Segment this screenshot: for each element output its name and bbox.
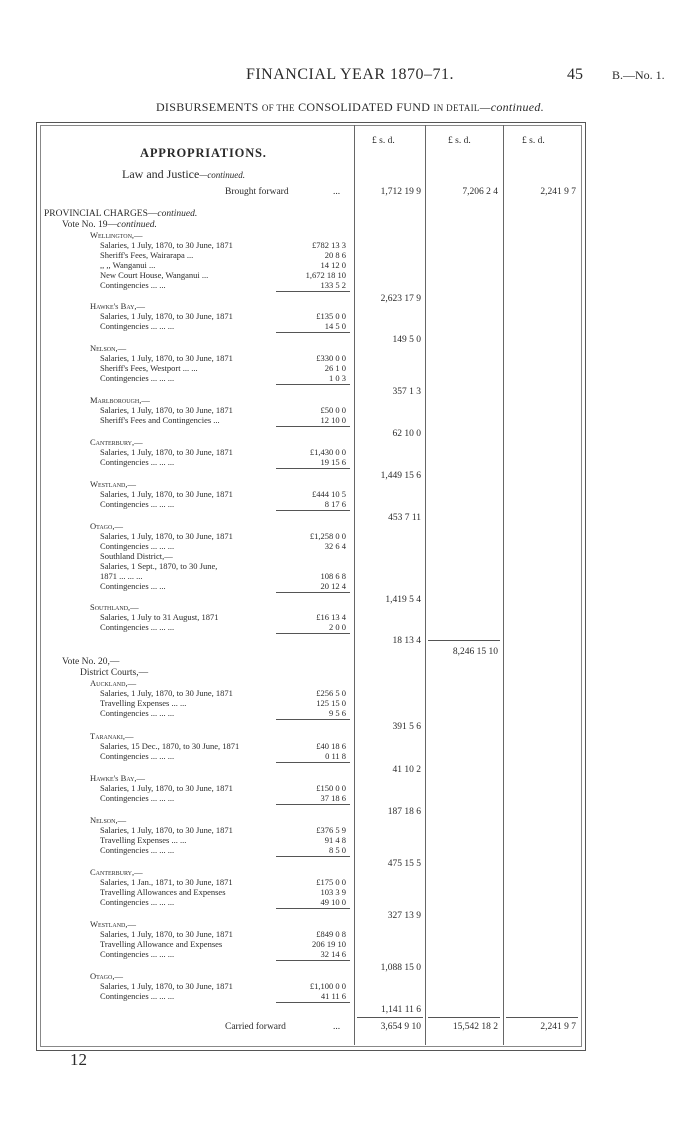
line-item-amount: £849 0 8 [316, 929, 346, 939]
subtotal-rule [276, 332, 350, 333]
line-item-label: Travelling Allowances and Expenses [100, 887, 226, 897]
leader-dots: ... [333, 187, 341, 197]
column-divider [425, 125, 426, 1045]
block-total: 41 10 2 [392, 765, 421, 775]
line-item-amount: 26 1 0 [324, 363, 346, 373]
line-item-label: Sheriff's Fees and Contingencies ... [100, 415, 220, 425]
block-title: Otago,— [90, 521, 123, 531]
line-item-label: Southland District,— [100, 551, 173, 561]
subtotal-rule [276, 719, 350, 720]
page-title: FINANCIAL YEAR 1870–71. [245, 66, 455, 83]
brought-forward-col2: 7,206 2 4 [462, 187, 498, 197]
line-item-amount: 2 0 0 [329, 622, 346, 632]
line-item-label: Contingencies ... ... ... [100, 897, 175, 907]
block-title: Hawke's Bay,— [90, 301, 146, 311]
subtotal-rule [276, 384, 350, 385]
block-total: 453 7 11 [388, 513, 421, 523]
block-title: Taranaki,— [90, 731, 134, 741]
section-name: Law and Justice [122, 167, 200, 181]
line-item-label: Contingencies ... ... ... [100, 622, 175, 632]
line-item-amount: 37 18 6 [320, 793, 346, 803]
block-title: Canterbury,— [90, 867, 143, 877]
subtotal-rule [276, 468, 350, 469]
line-item-amount: £376 5 9 [316, 825, 346, 835]
line-item-amount: £16 13 4 [316, 612, 346, 622]
line-item-amount: 125 15 0 [316, 698, 346, 708]
subtotal-rule [276, 291, 350, 292]
line-item-label: Contingencies ... ... ... [100, 499, 175, 509]
block-total: 391 5 6 [392, 722, 421, 732]
line-item-amount: £135 0 0 [316, 311, 346, 321]
block-title: Marlborough,— [90, 395, 150, 405]
subtitle-part: —continued. [479, 100, 545, 114]
block-title: Westland,— [90, 479, 136, 489]
total-rule [506, 1017, 578, 1018]
line-item-amount: 49 10 0 [320, 897, 346, 907]
line-item-label: Salaries, 1 July, 1870, to 30 June, 1871 [100, 929, 233, 939]
line-item-label: Contingencies ... ... [100, 581, 166, 591]
line-item-amount: £1,430 0 0 [309, 447, 346, 457]
block-title: Hawke's Bay,— [90, 773, 146, 783]
line-item-amount: 91 4 8 [324, 835, 346, 845]
subtotal-rule [276, 592, 350, 593]
line-item-label: Salaries, 1 July, 1870, to 30 June, 1871 [100, 240, 233, 250]
total-rule [428, 640, 500, 641]
line-item-label: Salaries, 1 July, 1870, to 30 June, 1871 [100, 531, 233, 541]
block-title: Nelson,— [90, 815, 127, 825]
line-item-label: Salaries, 1 July to 31 August, 1871 [100, 612, 219, 622]
line-item-amount: 133 5 2 [320, 280, 346, 290]
line-item-amount: 1,672 18 10 [305, 270, 346, 280]
line-item-amount: £50 0 0 [320, 405, 346, 415]
vote-19-total: 8,246 15 10 [452, 647, 498, 657]
line-item-amount: 20 12 4 [320, 581, 346, 591]
block-total: 357 1 3 [392, 387, 421, 397]
leader-dots: ... [333, 1022, 341, 1032]
subtotal-rule [276, 426, 350, 427]
line-item-label: Salaries, 1 July, 1870, to 30 June, 1871 [100, 489, 233, 499]
line-item-label: 1871 ... ... ... [100, 571, 143, 581]
subtotal-rule [276, 1002, 350, 1003]
column-header: £ s. d. [522, 136, 545, 146]
page-number: 45 [567, 66, 583, 83]
line-item-label: Contingencies ... ... ... [100, 708, 175, 718]
block-title: Westland,— [90, 919, 136, 929]
block-total: 1,419 5 4 [385, 595, 421, 605]
line-item-label: Sheriff's Fees, Wairarapa ... [100, 250, 194, 260]
line-item-label: Contingencies ... ... ... [100, 751, 175, 761]
line-item-label: Salaries, 1 Sept., 1870, to 30 June, [100, 561, 218, 571]
block-total: 475 15 5 [387, 859, 421, 869]
line-item-label: Contingencies ... ... [100, 280, 166, 290]
line-item-amount: £1,258 0 0 [309, 531, 346, 541]
column-header: £ s. d. [372, 136, 395, 146]
provincial-charges-heading [44, 209, 197, 219]
line-item-amount: 14 12 0 [320, 260, 346, 270]
line-item-amount: £782 13 3 [312, 240, 346, 250]
line-item-amount: 12 10 0 [320, 415, 346, 425]
line-item-amount: 14 5 0 [324, 321, 346, 331]
section-continued: —continued. [199, 170, 246, 180]
line-item-amount: 108 6 8 [320, 571, 346, 581]
provincial-continued: continued. [157, 209, 198, 219]
line-item-label: Salaries, 1 July, 1870, to 30 June, 1871 [100, 405, 233, 415]
block-title: Southland,— [90, 602, 139, 612]
subtotal-rule [276, 804, 350, 805]
section-heading [122, 167, 245, 182]
line-item-label: Contingencies ... ... ... [100, 949, 175, 959]
carried-forward-col3: 2,241 9 7 [540, 1022, 576, 1032]
block-title: Nelson,— [90, 343, 127, 353]
subtotal-rule [276, 762, 350, 763]
line-item-amount: £175 0 0 [316, 877, 346, 887]
district-courts-heading: District Courts,— [80, 668, 149, 678]
line-item-label: Travelling Allowance and Expenses [100, 939, 223, 949]
vote-20-heading: Vote No. 20,— [62, 657, 120, 667]
subtotal-rule [276, 510, 350, 511]
line-item-label: Contingencies ... ... ... [100, 541, 175, 551]
block-title: Wellington,— [90, 230, 143, 240]
block-total: 62 10 0 [392, 429, 421, 439]
line-item-label: Salaries, 1 July, 1870, to 30 June, 1871 [100, 447, 233, 457]
line-item-label: Salaries, 15 Dec., 1870, to 30 June, 1871 [100, 741, 240, 751]
block-total: 1,088 15 0 [380, 963, 421, 973]
block-total: 327 13 9 [387, 911, 421, 921]
block-total: 1,141 11 6 [380, 1005, 421, 1015]
line-item-label: Travelling Expenses ... ... [100, 835, 187, 845]
line-item-amount: £330 0 0 [316, 353, 346, 363]
line-item-amount: £150 0 0 [316, 783, 346, 793]
block-title: Canterbury,— [90, 437, 143, 447]
line-item-amount: 206 19 10 [312, 939, 346, 949]
line-item-amount: 41 11 6 [320, 991, 346, 1001]
line-item-amount: 103 3 9 [320, 887, 346, 897]
block-total: 1,449 15 6 [380, 471, 421, 481]
subtitle-part: IN DETAIL [433, 103, 480, 113]
line-item-label: Contingencies ... ... ... [100, 321, 175, 331]
subtotal-rule [276, 856, 350, 857]
line-item-amount: 0 11 8 [325, 751, 346, 761]
block-total: 2,623 17 9 [380, 294, 421, 304]
column-divider [354, 125, 355, 1045]
line-item-amount: 19 15 6 [320, 457, 346, 467]
vote-continued: continued. [116, 220, 157, 230]
line-item-label: Salaries, 1 July, 1870, to 30 June, 1871 [100, 783, 233, 793]
carried-forward-col2: 15,542 18 2 [452, 1022, 498, 1032]
line-item-amount: 20 8 6 [324, 250, 346, 260]
line-item-label: Salaries, 1 July, 1870, to 30 June, 1871 [100, 981, 233, 991]
line-item-label: Salaries, 1 July, 1870, to 30 June, 1871 [100, 825, 233, 835]
line-item-label: ,, ,, Wanganui ... [100, 260, 156, 270]
document-reference: B.—No. 1. [612, 68, 665, 82]
line-item-amount: £40 18 6 [316, 741, 346, 751]
vote-label: Vote No. 19— [62, 220, 117, 230]
block-total: 18 13 4 [392, 636, 421, 646]
line-item-label: Contingencies ... ... ... [100, 373, 175, 383]
block-total: 149 5 0 [392, 335, 421, 345]
subtotal-rule [276, 960, 350, 961]
line-item-label: Salaries, 1 Jan., 1871, to 30 June, 1871 [100, 877, 233, 887]
block-title: Otago,— [90, 971, 123, 981]
line-item-label: Salaries, 1 July, 1870, to 30 June, 1871 [100, 311, 233, 321]
line-item-amount: 1 0 3 [329, 373, 346, 383]
carried-forward-col1: 3,654 9 10 [380, 1022, 421, 1032]
line-item-amount: 32 6 4 [324, 541, 346, 551]
line-item-amount: 8 17 6 [324, 499, 346, 509]
line-item-amount: £256 5 0 [316, 688, 346, 698]
provincial-label: PROVINCIAL CHARGES— [44, 209, 158, 219]
vote-19-heading [62, 220, 157, 230]
column-divider [503, 125, 504, 1045]
line-item-label: Contingencies ... ... ... [100, 845, 175, 855]
footer-page-number: 12 [70, 1050, 87, 1069]
column-header: £ s. d. [448, 136, 471, 146]
line-item-label: Contingencies ... ... ... [100, 793, 175, 803]
line-item-amount: £1,100 0 0 [309, 981, 346, 991]
subtitle-part: CONSOLIDATED FUND [298, 100, 431, 114]
brought-forward-label: Brought forward [225, 187, 289, 197]
line-item-label: Contingencies ... ... ... [100, 991, 175, 1001]
line-item-amount: 9 5 6 [329, 708, 346, 718]
line-item-amount: 32 14 6 [320, 949, 346, 959]
line-item-amount: £444 10 5 [312, 489, 346, 499]
total-rule [357, 1017, 423, 1018]
subtitle-part: DISBURSEMENTS [155, 100, 259, 114]
total-rule [428, 1017, 500, 1018]
line-item-label: Sheriff's Fees, Westport ... ... [100, 363, 198, 373]
subtotal-rule [276, 908, 350, 909]
subtitle-part: OF THE [261, 103, 295, 113]
appropriations-heading: APPROPRIATIONS. [140, 146, 267, 160]
line-item-label: Salaries, 1 July, 1870, to 30 June, 1871 [100, 688, 233, 698]
subtotal-rule [276, 633, 350, 634]
line-item-label: New Court House, Wanganui ... [100, 270, 209, 280]
line-item-label: Salaries, 1 July, 1870, to 30 June, 1871 [100, 353, 233, 363]
line-item-label: Contingencies ... ... ... [100, 457, 175, 467]
line-item-amount: 8 5 0 [329, 845, 346, 855]
block-title: Auckland,— [90, 678, 137, 688]
brought-forward-col1: 1,712 19 9 [380, 187, 421, 197]
line-item-label: Travelling Expenses ... ... [100, 698, 187, 708]
carried-forward-label: Carried forward [225, 1022, 286, 1032]
block-total: 187 18 6 [387, 807, 421, 817]
brought-forward-col3: 2,241 9 7 [540, 187, 576, 197]
page-subtitle [0, 100, 700, 115]
